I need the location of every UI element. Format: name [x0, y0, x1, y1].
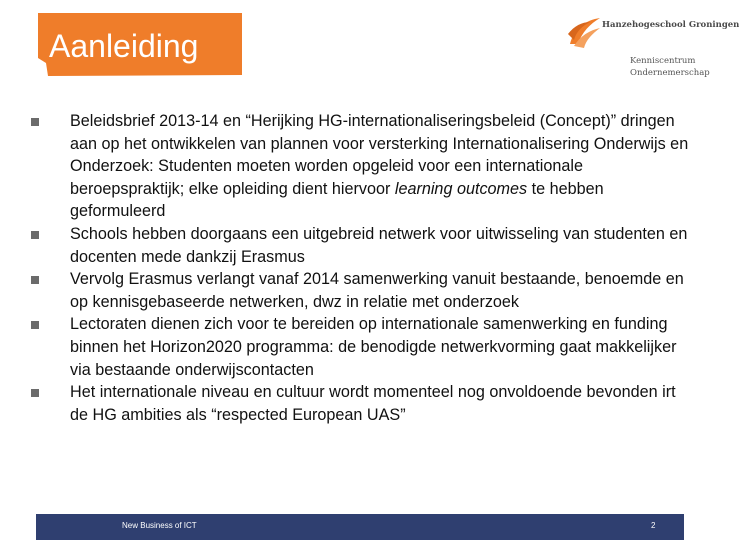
bullet-item	[30, 313, 690, 381]
bullet-marker-icon	[31, 276, 39, 284]
page-number: 2	[651, 521, 656, 530]
footer-text: New Business of ICT	[122, 521, 197, 530]
bullet-text: te hebben geformuleerd	[70, 179, 604, 221]
bullet-list	[30, 110, 690, 426]
logo-subtitle-2: Ondernemerschap	[630, 68, 710, 78]
footer-bar	[36, 514, 684, 540]
bullet-item	[30, 381, 690, 426]
school-logo	[560, 12, 739, 80]
bullet-marker-icon	[31, 321, 39, 329]
bullet-text-italic: learning outcomes	[394, 179, 528, 198]
bullet-marker-icon	[31, 231, 39, 239]
bullet-text: Het internationale niveau en cultuur wordt momenteel nog onvoldoende bevonden irt de HG ambities als “respected European UAS”	[70, 383, 676, 424]
logo-name: Hanzehogeschool Groningen	[602, 20, 739, 30]
bullet-text: Beleidsbrief 2013-14 en “Herijking HG-internationaliseringsbeleid (Concept)” dringen aan op het ontwikkelen van plannen voor versterking Internationalisering Onderwijs en Onderzoek: Studenten moeten worden opgeleid voor een internationale beroepspraktijk; elke opleiding dient hiervoor	[70, 112, 689, 198]
bullet-item	[30, 223, 690, 268]
bullet-marker-icon	[31, 389, 39, 397]
bullet-text: Lectoraten dienen zich voor te bereiden op internationale samenwerking en funding binnen het Horizon2020 programma: de benodigde netwerkvorming gaat makkelijker via bestaande onderwijscontacten	[70, 315, 677, 379]
slide-title: Aanleiding	[49, 28, 199, 64]
bullet-marker-icon	[31, 118, 39, 126]
bullet-text: Vervolg Erasmus verlangt vanaf 2014 samenwerking vanuit bestaande, benoemde en op kennisgebaseerde netwerken, dwz in relatie met onderzoek	[70, 270, 684, 311]
bullet-item	[30, 110, 690, 223]
hanze-logo-icon	[566, 14, 602, 50]
bullet-text: Schools hebben doorgaans een uitgebreid netwerk voor uitwisseling van studenten en docenten mede dankzij Erasmus	[70, 224, 688, 266]
logo-subtitle-1: Kenniscentrum	[630, 56, 696, 66]
bullet-item	[30, 268, 690, 313]
